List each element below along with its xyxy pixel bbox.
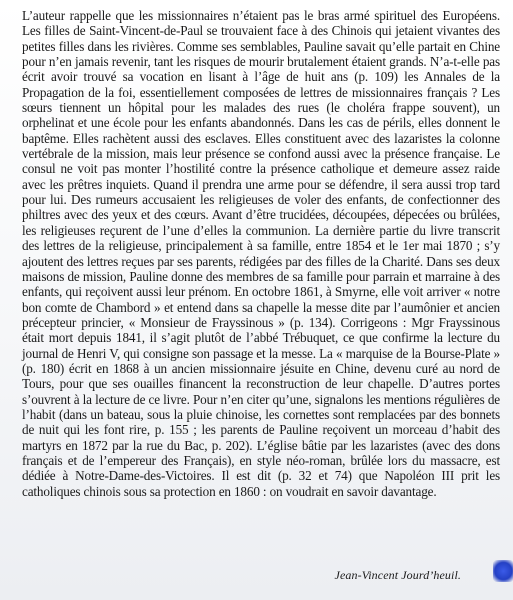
review-paragraph: L’auteur rappelle que les missionnaires n’étaient pas le bras armé spirituel des Européens. Les filles de Saint-Vincent-de-Paul se trouvaient face à des Chinois qui jetaient vivantes des petites filles dans les rivières. Comme ses semblables, Pauline savait qu’elle partait en Chine pour n’en jamais revenir, tant les risques de mourir brutalement étaient grands. N’a-t-elle pas écrit avoir trouvé sa vocation en lisant à l’âge de huit ans (p. 109) les Annales de la Propagation de la foi, essentiellement composées de lettres de missionnaires français ? Les sœurs tiennent un hôpital pour les malades des rues (le choléra frappe souvent), un orphelinat et une école pour les enfants abandonnés. Dans les cas de périls, elles donnent le baptême. Elles rachètent aussi des esclaves. Elles constituent avec des lazaristes la colonne vertébrale de la mission, mais leur présence se confond aussi avec la présence française. Le consul ne voit pas monter l’hostilité contre la présence catholique et demeure assez raide avec les prêtres inquiets. Quand il prendra une arme pour se défendre, il sera aussi trop tard pour lui. Des rumeurs accusaient les religieuses de voler des enfants, de confectionner des philtres avec des yeux et des cœurs. Avant d’être trucidées, découpées, dépecées ou brûlées, les religieuses reçurent de l’une d’elles la communion. La dernière partie du livre transcrit des lettres de la religieuse, principalement à sa famille, entre 1854 et le 1er mai 1870 ; s’y ajoutent des lettres reçues par ses parents, rédigées par des filles de la Charité. Dans ses deux maisons de mission, Pauline donne des membres de sa famille pour parrain et marraine à des enfants, qui reçoivent aussi leur prénom. En octobre 1861, à Smyrne, elle voit arriver « notre bon comte de Chambord » et entend dans sa chapelle la messe dite par l’aumônier et ancien précepteur princier, « Monsieur de Frayssinous » (p. 134). Corrigeons : Mgr Frayssinous était mort depuis 1841, il s’agit plutôt de l’abbé Trébuquet, ce que confirme la lecture du journal de Henri V, qui consigne son passage et la messe. La « marquise de la Bourse-Plate » (p. 180) écrit en 1868 à un ancien missionnaire jésuite en Chine, devenu curé au nord de Tours, pour que ses ouailles financent la reconstruction de leur chapelle. D’autres portes s’ouvrent à la lecture de ce livre. Pour n’en citer qu’une, signalons les mentions régulières de l’habit (dans un bateau, sous la pluie chinoise, les cornettes sont remplacées par des bonnets de nuit qui les font rire, p. 155 ; les parents de Pauline reçoivent un morceau d’habit des martyrs en 1872 par la rue du Bac, p. 202). L’église bâtie par les lazaristes (avec des dons français et de l’empereur des Français), en style néo-roman, brûlée lors du massacre, est dédiée à Notre-Dame-des-Victoires. Il est dit (p. 32 et 74) que Napoléon III prit les catholiques chinois sous sa protection en 1860 : on voudrait en savoir davantage. [22,8,500,499]
author-signature: Jean-Vincent Jourd’heuil. [334,568,461,582]
blue-pen-tip-icon [493,560,513,582]
review-text [22,8,500,499]
